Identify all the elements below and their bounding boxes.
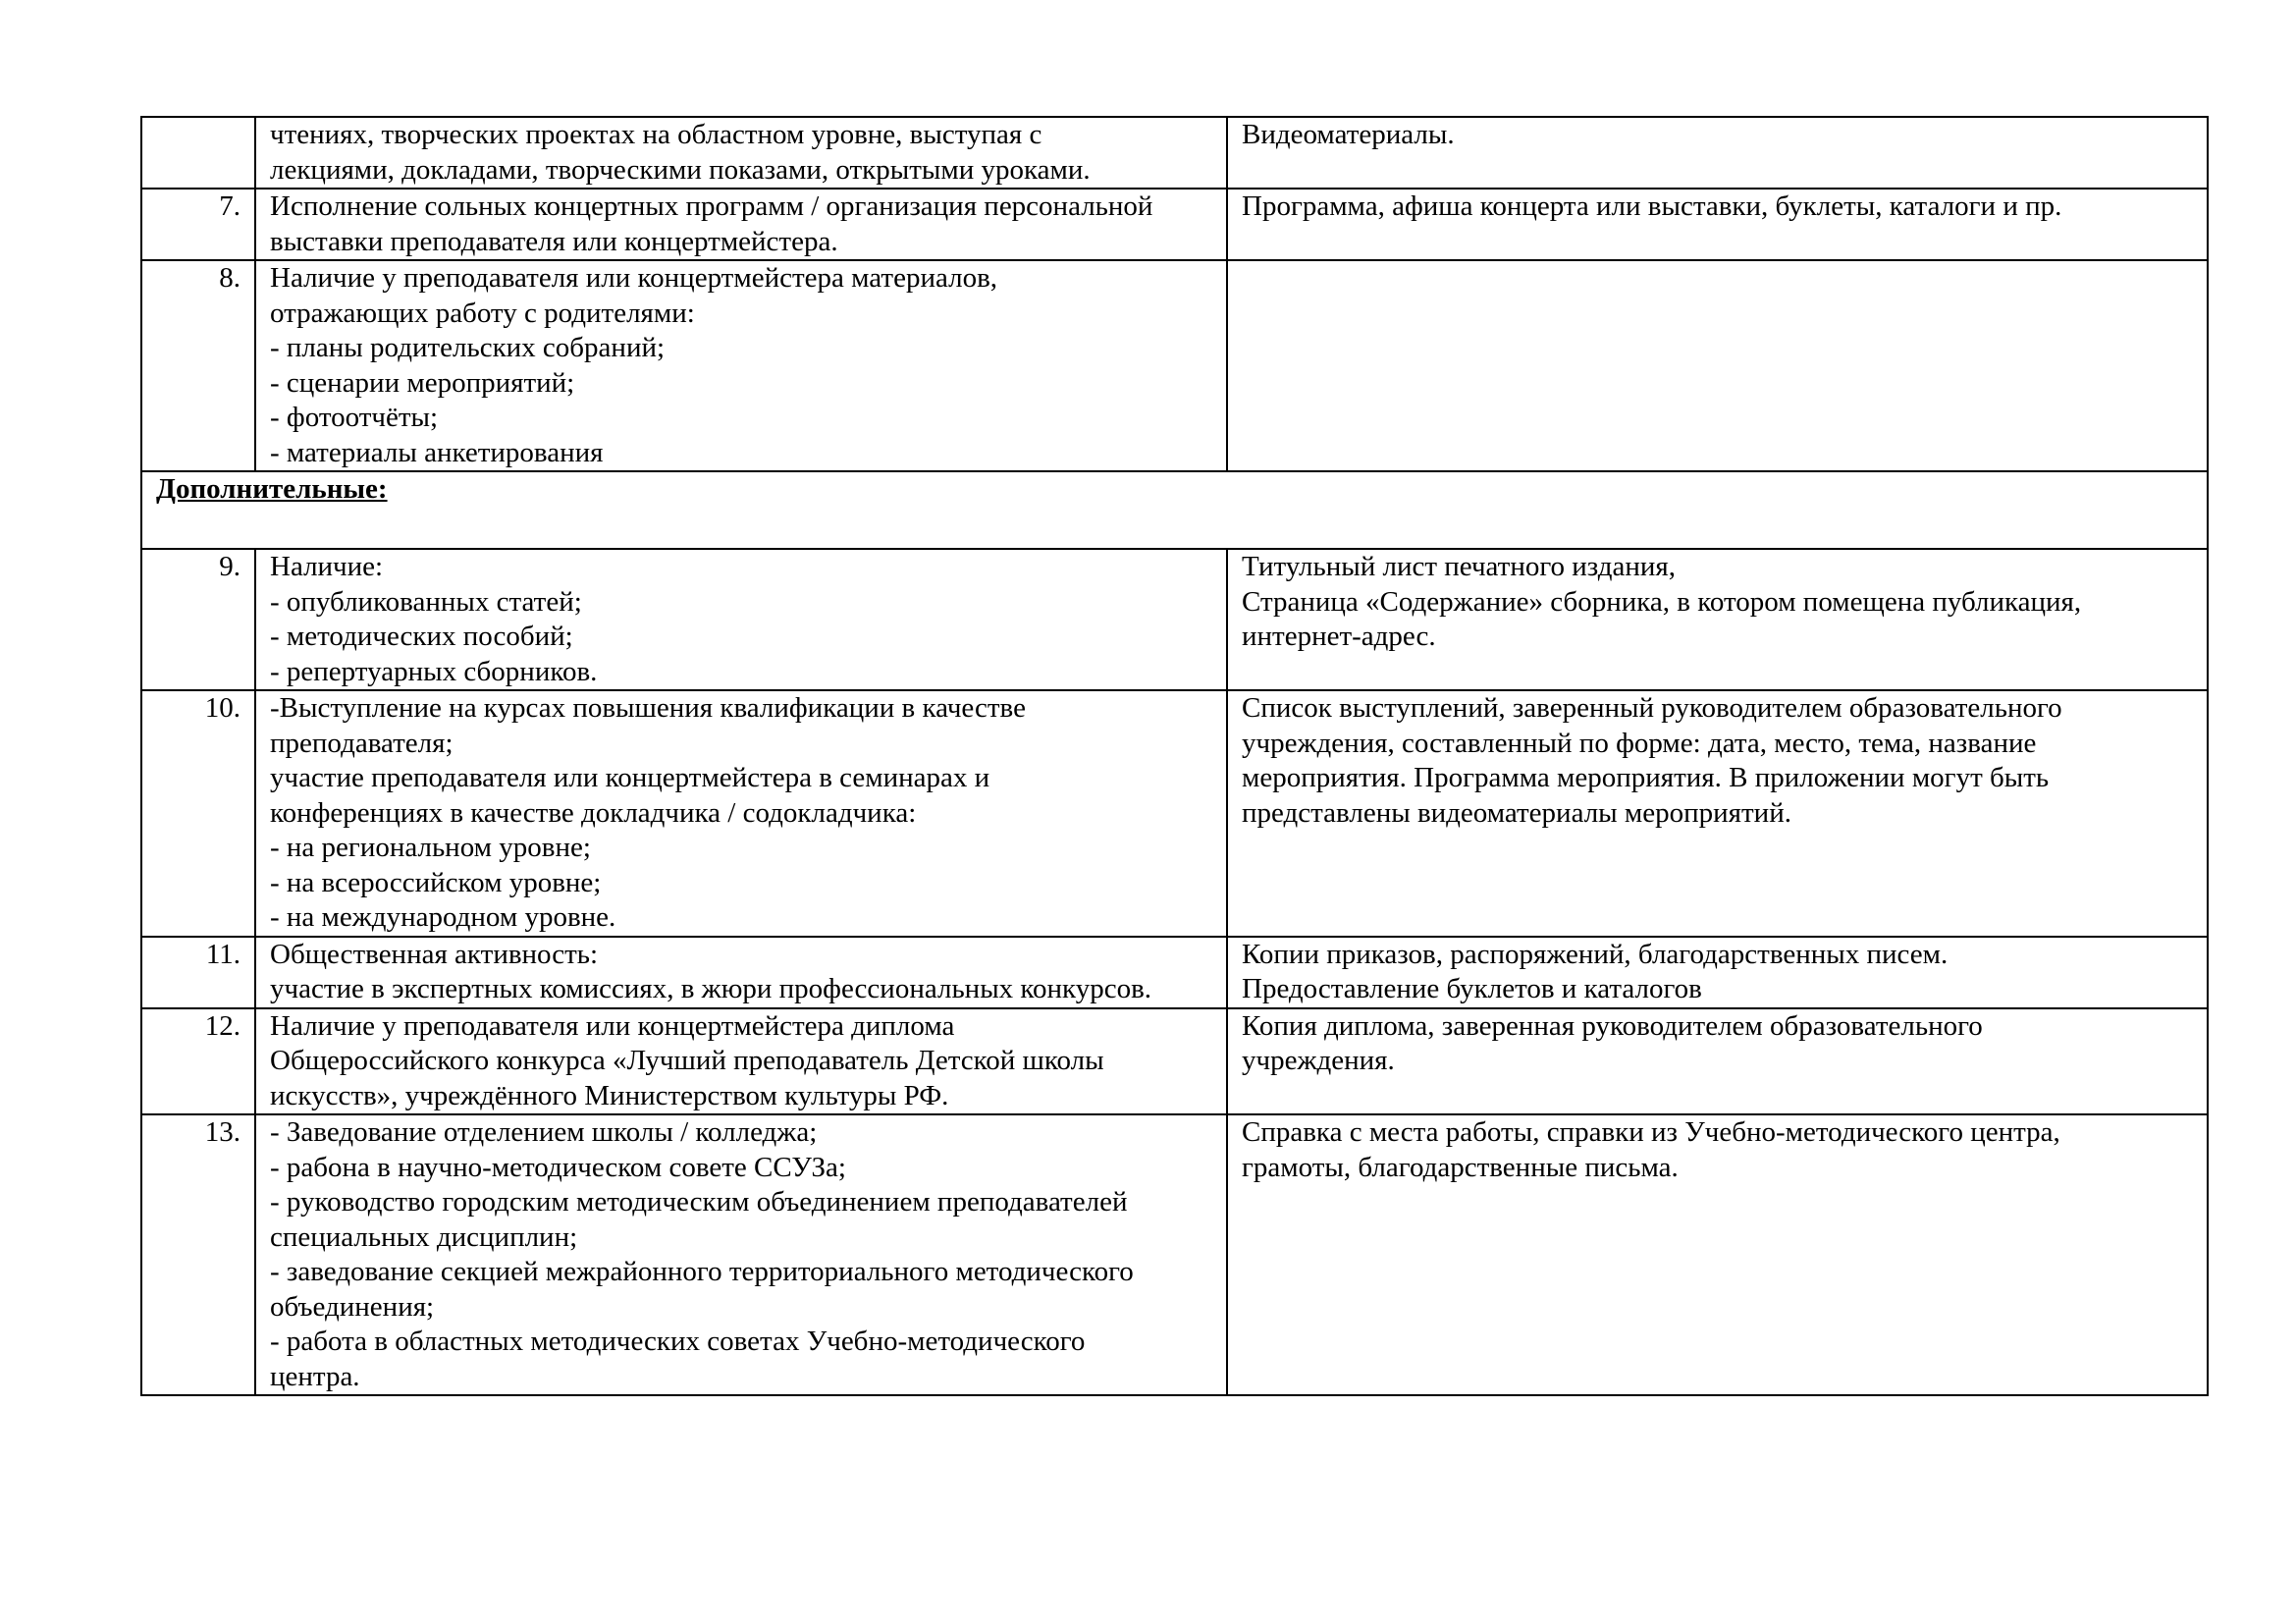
criteria-table	[140, 116, 2209, 1396]
criterion-line: - репертуарных сборников.	[270, 655, 598, 687]
row-number	[141, 117, 255, 189]
criterion-line: - материалы анкетирования	[270, 436, 604, 468]
criterion-line: - методических пособий;	[270, 621, 573, 652]
documents-line: Страница «Содержание» сборника, в котором помещена публикация,	[1242, 585, 2082, 618]
documents-cell	[1227, 690, 2208, 937]
criterion-line: лекциями, докладами, творческими показами, открытыми уроками.	[270, 153, 1091, 186]
documents-line: мероприятия. Программа мероприятия. В приложении могут быть	[1242, 762, 2050, 793]
table-row	[141, 690, 2208, 937]
documents-line: интернет-адрес.	[1242, 621, 1436, 652]
criterion-line: - сценарии мероприятий;	[270, 366, 575, 399]
table-row	[141, 189, 2208, 260]
documents-line: учреждения.	[1242, 1045, 1395, 1076]
table-row	[141, 1008, 2208, 1115]
criterion-line: Общероссийского конкурса «Лучший преподаватель Детской школы	[270, 1045, 1104, 1076]
criterion-line: - опубликованных статей;	[270, 585, 582, 618]
documents-cell	[1227, 937, 2208, 1008]
table-row	[141, 549, 2208, 690]
row-number: 8.	[141, 260, 255, 471]
section-title-cell	[141, 471, 2208, 549]
criterion-line: - заведование секцией межрайонного территориального методического	[270, 1256, 1134, 1287]
row-number: 10.	[141, 690, 255, 937]
documents-cell	[1227, 549, 2208, 690]
documents-line: грамоты, благодарственные письма.	[1242, 1151, 1679, 1183]
table-row	[141, 117, 2208, 189]
row-number: 13.	[141, 1114, 255, 1395]
table-row	[141, 1114, 2208, 1395]
criterion-cell	[255, 937, 1227, 1008]
criterion-line: - планы родительских собраний;	[270, 332, 666, 363]
criterion-line: - рабона в научно-методическом совете ССУЗа;	[270, 1151, 846, 1183]
row-number: 9.	[141, 549, 255, 690]
documents-cell	[1227, 117, 2208, 189]
criterion-line: участие в экспертных комиссиях, в жюри профессиональных конкурсов.	[270, 973, 1152, 1004]
criterion-cell	[255, 549, 1227, 690]
documents-line: представлены видеоматериалы мероприятий.	[1242, 796, 1791, 829]
documents-line: Копии приказов, распоряжений, благодарственных писем.	[1242, 938, 1949, 970]
table-row	[141, 260, 2208, 471]
criterion-line: отражающих работу с родителями:	[270, 297, 695, 329]
section-title: Дополнительные:	[156, 473, 388, 505]
documents-line: Справка с места работы, справки из Учебно-методического центра,	[1242, 1116, 2060, 1148]
criterion-line: Исполнение сольных концертных программ / организация персональной	[270, 190, 1153, 222]
documents-line: Титульный лист печатного издания,	[1242, 551, 1676, 582]
criterion-cell	[255, 690, 1227, 937]
criterion-line: объединения;	[270, 1290, 435, 1323]
criterion-line: - Заведование отделением школы / колледжа;	[270, 1116, 818, 1148]
criterion-line: - руководство городским методическим объединением преподавателей	[270, 1186, 1128, 1218]
row-number: 7.	[141, 189, 255, 260]
criterion-line: Наличие у преподавателя или концертмейстера диплома	[270, 1009, 955, 1042]
criterion-line: -Выступление на курсах повышения квалификации в качестве	[270, 692, 1026, 724]
criterion-line: центра.	[270, 1360, 360, 1392]
documents-line: Предоставление буклетов и каталогов	[1242, 973, 1702, 1004]
criterion-line: Общественная активность:	[270, 938, 599, 970]
criterion-line: - на всероссийском уровне;	[270, 866, 602, 898]
criterion-cell	[255, 260, 1227, 471]
table-row	[141, 937, 2208, 1008]
documents-line: учреждения, составленный по форме: дата, место, тема, название	[1242, 727, 2037, 759]
documents-cell	[1227, 189, 2208, 260]
criterion-cell	[255, 1114, 1227, 1395]
criterion-line: - на региональном уровне;	[270, 832, 591, 863]
row-number: 11.	[141, 937, 255, 1008]
documents-line: Копия диплома, заверенная руководителем образовательного	[1242, 1009, 1983, 1042]
criterion-line: искусств», учреждённого Министерством культуры РФ.	[270, 1079, 949, 1111]
criterion-cell	[255, 1008, 1227, 1115]
criterion-cell	[255, 189, 1227, 260]
criteria-table-body-additional	[141, 549, 2208, 1395]
section-row	[141, 471, 2208, 549]
criterion-line: выставки преподавателя или концертмейстера.	[270, 225, 838, 257]
section-header-group	[141, 471, 2208, 549]
documents-line: Видеоматериалы.	[1242, 119, 1455, 150]
criterion-line: чтениях, творческих проектах на областном уровне, выступая с	[270, 119, 1042, 150]
criterion-line: Наличие у преподавателя или концертмейстера материалов,	[270, 262, 998, 294]
documents-cell	[1227, 260, 2208, 471]
criterion-line: конференциях в качестве докладчика / содокладчика:	[270, 796, 917, 829]
row-number: 12.	[141, 1008, 255, 1115]
documents-cell	[1227, 1114, 2208, 1395]
criterion-line: - на международном уровне.	[270, 901, 616, 933]
documents-line: Программа, афиша концерта или выставки, буклеты, каталоги и пр.	[1242, 190, 2062, 222]
documents-cell	[1227, 1008, 2208, 1115]
criterion-line: участие преподавателя или концертмейстера в семинарах и	[270, 762, 990, 793]
criterion-line: специальных дисциплин;	[270, 1220, 578, 1253]
criterion-line: - фотоотчёты;	[270, 402, 439, 433]
criterion-line: - работа в областных методических советах Учебно-методического	[270, 1326, 1086, 1357]
criterion-line: Наличие:	[270, 551, 384, 582]
criteria-table-body-main	[141, 117, 2208, 471]
criterion-line: преподавателя;	[270, 727, 454, 759]
documents-line: Список выступлений, заверенный руководителем образовательного	[1242, 692, 2062, 724]
criterion-cell	[255, 117, 1227, 189]
